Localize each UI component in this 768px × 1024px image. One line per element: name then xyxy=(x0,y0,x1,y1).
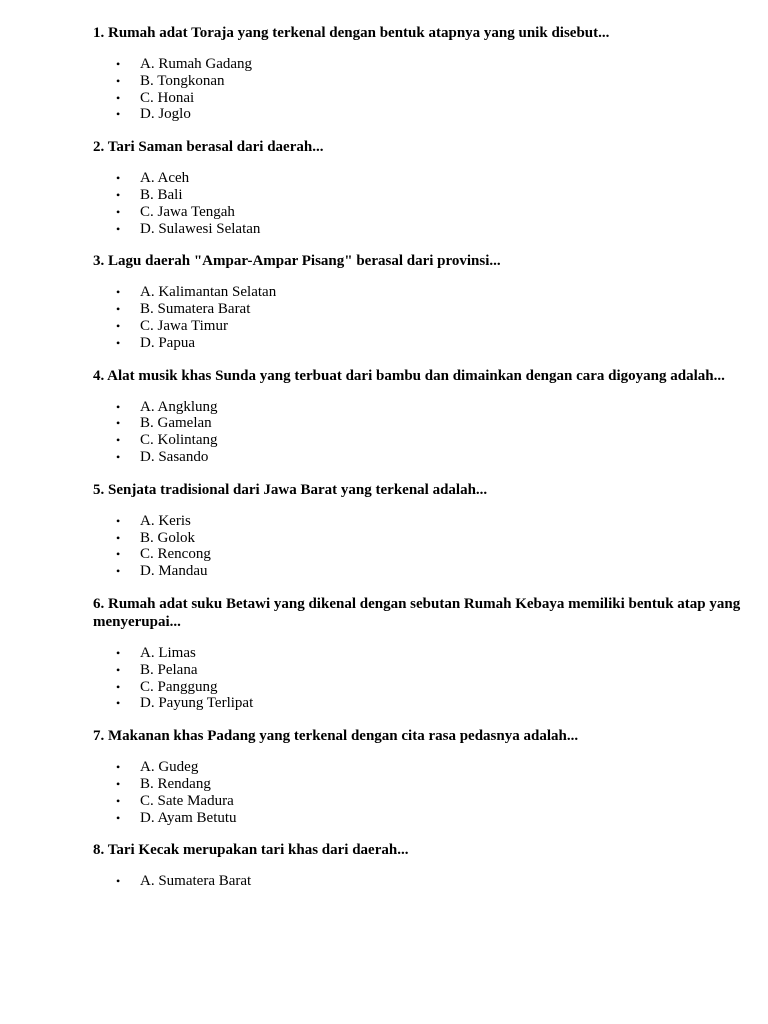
bullet-icon: • xyxy=(116,810,121,825)
option-item xyxy=(93,695,743,712)
option-text: C. Honai xyxy=(140,89,195,106)
option-text: D. Papua xyxy=(140,334,195,351)
option-item xyxy=(93,204,743,221)
options-list xyxy=(93,513,743,580)
option-text: B. Gamelan xyxy=(140,415,212,432)
question-text: 7. Makanan khas Padang yang terkenal dengan cita rasa pedasnya adalah... xyxy=(93,728,579,745)
bullet-icon: • xyxy=(116,318,121,333)
option-text: B. Rendang xyxy=(140,775,211,792)
bullet-icon: • xyxy=(116,433,121,448)
option-text: A. Sumatera Barat xyxy=(140,873,252,890)
question-text: 6. Rumah adat suku Betawi yang dikenal dengan sebutan Rumah Kebaya memiliki bentuk atap yang menyerupai... xyxy=(93,595,741,630)
quiz-document xyxy=(93,24,743,905)
question-block xyxy=(93,595,743,712)
option-item xyxy=(93,318,743,335)
option-item xyxy=(93,432,743,449)
option-text: B. Tongkonan xyxy=(140,72,225,89)
options-list xyxy=(93,759,743,826)
option-text: D. Joglo xyxy=(140,106,191,123)
option-text: D. Mandau xyxy=(140,563,208,580)
option-text: D. Payung Terlipat xyxy=(140,695,254,712)
option-item xyxy=(93,679,743,696)
bullet-icon: • xyxy=(116,399,121,414)
option-text: A. Keris xyxy=(140,512,191,529)
option-text: D. Ayam Betutu xyxy=(140,809,237,826)
option-text: A. Aceh xyxy=(140,170,190,187)
option-item xyxy=(93,106,743,123)
bullet-icon: • xyxy=(116,645,121,660)
question-block xyxy=(93,138,743,237)
question-block xyxy=(93,727,743,826)
option-item xyxy=(93,221,743,238)
question-text: 8. Tari Kecak merupakan tari khas dari daerah... xyxy=(93,842,409,859)
options-list xyxy=(93,170,743,237)
option-item xyxy=(93,662,743,679)
option-text: B. Golok xyxy=(140,529,196,546)
bullet-icon: • xyxy=(116,793,121,808)
option-text: C. Sate Madura xyxy=(140,792,234,809)
option-item xyxy=(93,546,743,563)
bullet-icon: • xyxy=(116,416,121,431)
bullet-icon: • xyxy=(116,760,121,775)
option-item xyxy=(93,645,743,662)
bullet-icon: • xyxy=(116,776,121,791)
option-item xyxy=(93,810,743,827)
option-text: A. Kalimantan Selatan xyxy=(140,284,277,301)
bullet-icon: • xyxy=(116,513,121,528)
option-item xyxy=(93,530,743,547)
option-text: C. Jawa Tengah xyxy=(140,203,235,220)
option-item xyxy=(93,335,743,352)
question-block xyxy=(93,481,743,580)
question-text: 5. Senjata tradisional dari Jawa Barat yang terkenal adalah... xyxy=(93,481,488,498)
option-text: B. Bali xyxy=(140,186,183,203)
option-text: A. Rumah Gadang xyxy=(140,56,253,72)
bullet-icon: • xyxy=(116,335,121,350)
bullet-icon: • xyxy=(116,696,121,711)
question-block xyxy=(93,367,743,466)
options-list xyxy=(93,284,743,351)
bullet-icon: • xyxy=(116,285,121,300)
options-list xyxy=(93,873,743,890)
option-text: C. Panggung xyxy=(140,678,218,695)
option-item xyxy=(93,187,743,204)
option-item xyxy=(93,399,743,416)
option-text: C. Jawa Timur xyxy=(140,317,228,334)
option-item xyxy=(93,793,743,810)
bullet-icon: • xyxy=(116,302,121,317)
option-text: C. Kolintang xyxy=(140,432,218,449)
option-item xyxy=(93,284,743,301)
bullet-icon: • xyxy=(116,107,121,122)
options-list xyxy=(93,399,743,466)
question-text: 4. Alat musik khas Sunda yang terbuat dari bambu dan dimainkan dengan cara digoyang adalah... xyxy=(93,367,725,384)
bullet-icon: • xyxy=(116,530,121,545)
option-item xyxy=(93,415,743,432)
bullet-icon: • xyxy=(116,204,121,219)
bullet-icon: • xyxy=(116,449,121,464)
bullet-icon: • xyxy=(116,874,121,889)
bullet-icon: • xyxy=(116,57,121,71)
option-text: D. Sulawesi Selatan xyxy=(140,220,261,237)
option-item xyxy=(93,513,743,530)
option-text: A. Limas xyxy=(140,644,196,661)
bullet-icon: • xyxy=(116,662,121,677)
bullet-icon: • xyxy=(116,187,121,202)
question-block xyxy=(93,252,743,351)
bullet-icon: • xyxy=(116,73,121,88)
question-text: 3. Lagu daerah "Ampar-Ampar Pisang" berasal dari provinsi... xyxy=(93,253,501,270)
option-item xyxy=(93,563,743,580)
options-list xyxy=(93,645,743,712)
option-item xyxy=(93,301,743,318)
option-item xyxy=(93,873,743,890)
option-item xyxy=(93,170,743,187)
bullet-icon: • xyxy=(116,564,121,579)
options-list xyxy=(93,56,743,123)
bullet-icon: • xyxy=(116,90,121,105)
option-item xyxy=(93,776,743,793)
option-item xyxy=(93,759,743,776)
option-text: B. Pelana xyxy=(140,661,198,678)
question-text: 2. Tari Saman berasal dari daerah... xyxy=(93,139,324,156)
bullet-icon: • xyxy=(116,171,121,186)
option-item xyxy=(93,90,743,107)
option-text: A. Angklung xyxy=(140,398,218,415)
question-block xyxy=(93,24,743,123)
bullet-icon: • xyxy=(116,547,121,562)
bullet-icon: • xyxy=(116,221,121,236)
option-item xyxy=(93,73,743,90)
bullet-icon: • xyxy=(116,679,121,694)
option-item xyxy=(93,56,743,73)
option-text: C. Rencong xyxy=(140,546,211,563)
option-item xyxy=(93,449,743,466)
option-text: D. Sasando xyxy=(140,448,209,465)
question-text: 1. Rumah adat Toraja yang terkenal dengan bentuk atapnya yang unik disebut... xyxy=(93,25,610,41)
option-text: B. Sumatera Barat xyxy=(140,301,251,318)
question-block xyxy=(93,841,743,890)
option-text: A. Gudeg xyxy=(140,759,199,776)
